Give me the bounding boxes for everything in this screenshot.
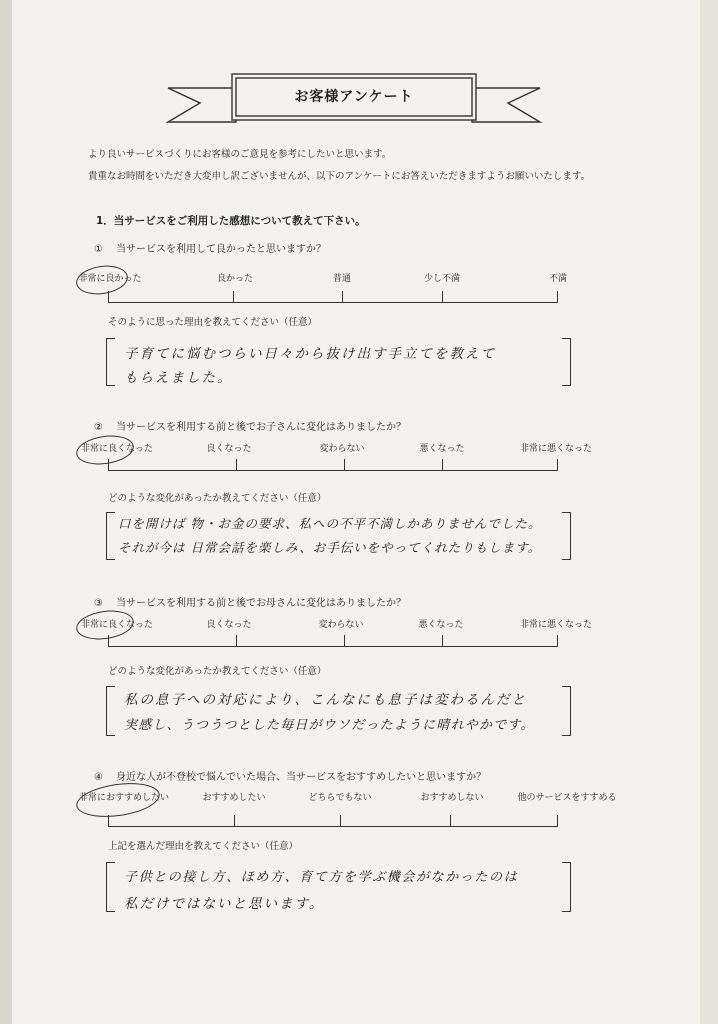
question-3: [94, 594, 406, 609]
rating-scale[interactable]: [108, 814, 558, 827]
option-label: 変わらない: [319, 444, 365, 454]
answer-bracket-left: [106, 338, 115, 386]
intro-line-2: 貴重なお時間をいただき大変申し訳ございませんが、以下のアンケートにお答えいただきますようお願いいたします。: [88, 171, 591, 182]
option-label: 少し不満: [423, 274, 461, 284]
rating-scale[interactable]: [108, 634, 558, 647]
question-number: ①: [94, 244, 103, 255]
option-label: 非常に良くなった: [80, 620, 154, 630]
page-edge: [700, 0, 718, 1024]
handwritten-answer-line: 私の息子への対応により、こんなにも息子は変わるんだと: [124, 692, 527, 708]
option-label: おすすめしない: [420, 793, 484, 803]
answer-bracket-right: [562, 686, 571, 736]
option-label: 悪くなった: [419, 444, 465, 454]
option-label: おすすめしたい: [202, 793, 266, 803]
change-prompt: どのような変化があったか教えてください（任意）: [108, 493, 327, 504]
handwritten-answer-line: 口を開けば 物・お金の要求、私への不平不満しかありませんでした。: [118, 516, 542, 531]
handwritten-answer-line: 実感し、うつうつとした毎日がウソだったように晴れやかです。: [124, 718, 535, 733]
answer-bracket-left: [106, 862, 115, 912]
option-label: どちらでもない: [308, 793, 372, 803]
question-number: ③: [94, 598, 103, 609]
option-label: 非常に良かった: [78, 274, 142, 284]
question-text: 当サービスを利用する前と後でお子さんに変化はありましたか？: [116, 422, 406, 433]
option-label: 良かった: [216, 274, 254, 284]
answer-bracket-left: [106, 512, 115, 560]
change-prompt: どのような変化があったか教えてください（任意）: [108, 666, 327, 677]
option-label: 非常におすすめしたい: [78, 793, 170, 803]
option-label: 他のサービスをすすめる: [517, 793, 617, 803]
question-text: 身近な人が不登校で悩んでいた場合、当サービスをおすすめしたいと思いますか？: [116, 772, 487, 783]
rating-scale[interactable]: [108, 458, 558, 471]
option-label: 不満: [548, 274, 568, 284]
page-title: お客様アンケート: [294, 89, 414, 105]
handwritten-answer-line: 子育てに悩むつらい日々から抜け出す手立てを教えて: [124, 346, 496, 362]
question-1: [94, 240, 326, 255]
option-label: 非常に悪くなった: [519, 620, 593, 630]
reason-prompt: 上記を選んだ理由を教えてください（任意）: [108, 841, 299, 852]
question-text: 当サービスを利用して良かったと思いますか？: [116, 244, 326, 255]
handwritten-answer-line: 子供との接し方、ほめ方、育て方を学ぶ機会がなかったのは: [124, 870, 519, 885]
answer-bracket-right: [562, 338, 571, 386]
question-2: [94, 418, 406, 433]
handwritten-answer-line: それが今は 日常会話を楽しみ、お手伝いをやってくれたりもします。: [118, 540, 542, 555]
question-number: ②: [94, 422, 103, 433]
option-label: 良くなった: [206, 620, 252, 630]
handwritten-answer-line: もらえました。: [124, 370, 233, 386]
answer-bracket-right: [562, 862, 571, 912]
title-banner: [0, 0, 718, 140]
question-4: [94, 768, 486, 783]
question-text: 当サービスを利用する前と後でお母さんに変化はありましたか？: [116, 598, 406, 609]
section-heading: 1．当サービスをご利用した感想について教えて下さい。: [96, 215, 366, 227]
option-label: 良くなった: [206, 444, 252, 454]
option-label: 変わらない: [318, 620, 364, 630]
reason-prompt: そのように思った理由を教えてください（任意）: [108, 317, 318, 328]
intro-line-1: より良いサービスづくりにお客様のご意見を参考にしたいと思います。: [88, 149, 392, 160]
option-label: 普通: [332, 274, 352, 284]
option-label: 悪くなった: [418, 620, 464, 630]
option-label: 非常に良くなった: [80, 444, 154, 454]
rating-scale[interactable]: [108, 290, 558, 303]
answer-bracket-left: [106, 686, 115, 736]
question-number: ④: [94, 772, 103, 783]
answer-bracket-right: [562, 512, 571, 560]
handwritten-answer-line: 私だけではないと思います。: [124, 896, 325, 912]
option-label: 非常に悪くなった: [519, 444, 593, 454]
